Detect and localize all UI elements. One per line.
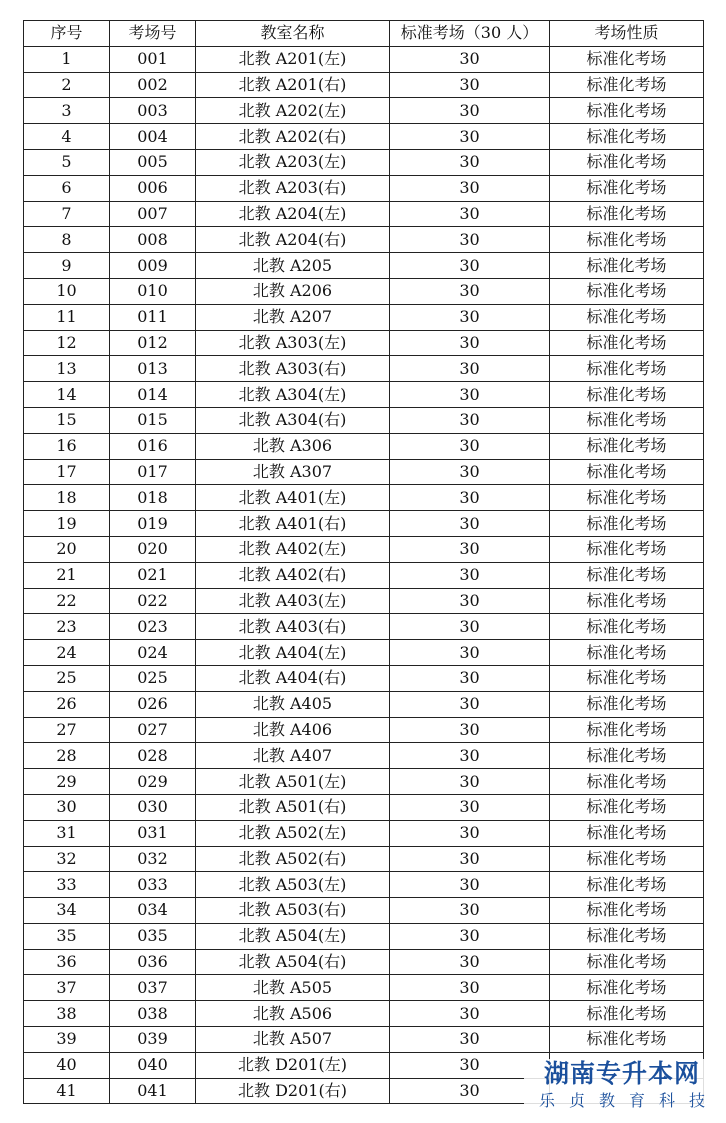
cell-classroom: 北教 D201(右) (196, 1078, 390, 1104)
cell-classroom: 北教 A201(右) (196, 72, 390, 98)
cell-room-type: 标准化考场 (550, 898, 704, 924)
cell-classroom: 北教 A307 (196, 459, 390, 485)
cell-room-no: 036 (110, 949, 196, 975)
cell-capacity: 30 (390, 898, 550, 924)
cell-capacity: 30 (390, 536, 550, 562)
table-row (24, 769, 704, 795)
cell-room-no: 013 (110, 356, 196, 382)
cell-room-type: 标准化考场 (550, 794, 704, 820)
cell-room-no: 040 (110, 1052, 196, 1078)
table-row (24, 175, 704, 201)
cell-seq: 9 (24, 253, 110, 279)
cell-classroom: 北教 A501(左) (196, 769, 390, 795)
table-row (24, 433, 704, 459)
cell-seq: 2 (24, 72, 110, 98)
cell-room-no: 029 (110, 769, 196, 795)
cell-room-type: 标准化考场 (550, 149, 704, 175)
table-row (24, 1027, 704, 1053)
table-row (24, 820, 704, 846)
cell-seq: 11 (24, 304, 110, 330)
cell-seq: 33 (24, 872, 110, 898)
cell-classroom: 北教 A202(左) (196, 98, 390, 124)
cell-classroom: 北教 A503(右) (196, 898, 390, 924)
cell-classroom: 北教 A203(左) (196, 149, 390, 175)
table-row (24, 743, 704, 769)
cell-room-type: 标准化考场 (550, 175, 704, 201)
cell-capacity: 30 (390, 98, 550, 124)
table-row (24, 1001, 704, 1027)
cell-capacity: 30 (390, 949, 550, 975)
cell-capacity: 30 (390, 46, 550, 72)
cell-seq: 41 (24, 1078, 110, 1104)
cell-room-no: 009 (110, 253, 196, 279)
watermark-title: 湖南专升本网 (543, 1059, 700, 1088)
cell-classroom: 北教 A401(左) (196, 485, 390, 511)
cell-capacity: 30 (390, 975, 550, 1001)
cell-seq: 22 (24, 588, 110, 614)
table-row (24, 356, 704, 382)
cell-room-type: 标准化考场 (550, 304, 704, 330)
cell-capacity: 30 (390, 72, 550, 98)
cell-room-no: 017 (110, 459, 196, 485)
cell-classroom: 北教 A404(左) (196, 640, 390, 666)
cell-seq: 16 (24, 433, 110, 459)
cell-classroom: 北教 A506 (196, 1001, 390, 1027)
table-row (24, 201, 704, 227)
cell-room-no: 005 (110, 149, 196, 175)
cell-seq: 28 (24, 743, 110, 769)
table-row (24, 614, 704, 640)
cell-classroom: 北教 A504(右) (196, 949, 390, 975)
cell-seq: 36 (24, 949, 110, 975)
cell-room-type: 标准化考场 (550, 459, 704, 485)
cell-room-type: 标准化考场 (550, 433, 704, 459)
cell-capacity: 30 (390, 872, 550, 898)
cell-capacity: 30 (390, 665, 550, 691)
cell-room-no: 023 (110, 614, 196, 640)
cell-room-no: 037 (110, 975, 196, 1001)
cell-classroom: 北教 A401(右) (196, 511, 390, 537)
header-capacity: 标准考场（30 人） (390, 21, 550, 47)
cell-capacity: 30 (390, 691, 550, 717)
cell-classroom: 北教 A201(左) (196, 46, 390, 72)
cell-classroom: 北教 A502(左) (196, 820, 390, 846)
table-row (24, 124, 704, 150)
cell-seq: 17 (24, 459, 110, 485)
cell-room-no: 015 (110, 407, 196, 433)
cell-room-no: 011 (110, 304, 196, 330)
cell-classroom: 北教 A405 (196, 691, 390, 717)
table-row (24, 975, 704, 1001)
cell-classroom: 北教 A304(左) (196, 382, 390, 408)
site-watermark-logo (524, 1059, 720, 1117)
cell-room-no: 032 (110, 846, 196, 872)
cell-seq: 20 (24, 536, 110, 562)
cell-capacity: 30 (390, 278, 550, 304)
table-row (24, 536, 704, 562)
cell-room-no: 033 (110, 872, 196, 898)
cell-room-type: 标准化考场 (550, 382, 704, 408)
cell-room-type: 标准化考场 (550, 536, 704, 562)
cell-seq: 25 (24, 665, 110, 691)
cell-capacity: 30 (390, 1027, 550, 1053)
cell-seq: 4 (24, 124, 110, 150)
cell-classroom: 北教 A303(左) (196, 330, 390, 356)
cell-classroom: 北教 A403(右) (196, 614, 390, 640)
table-row (24, 562, 704, 588)
cell-capacity: 30 (390, 382, 550, 408)
cell-seq: 8 (24, 227, 110, 253)
cell-room-no: 024 (110, 640, 196, 666)
table-row (24, 46, 704, 72)
cell-classroom: 北教 A202(右) (196, 124, 390, 150)
cell-room-no: 002 (110, 72, 196, 98)
cell-capacity: 30 (390, 124, 550, 150)
table-row (24, 717, 704, 743)
cell-seq: 24 (24, 640, 110, 666)
cell-seq: 7 (24, 201, 110, 227)
table-row (24, 588, 704, 614)
cell-seq: 40 (24, 1052, 110, 1078)
cell-capacity: 30 (390, 794, 550, 820)
cell-room-type: 标准化考场 (550, 562, 704, 588)
cell-room-type: 标准化考场 (550, 949, 704, 975)
cell-room-no: 038 (110, 1001, 196, 1027)
cell-seq: 10 (24, 278, 110, 304)
cell-seq: 39 (24, 1027, 110, 1053)
cell-classroom: 北教 A403(左) (196, 588, 390, 614)
cell-room-no: 021 (110, 562, 196, 588)
cell-room-no: 010 (110, 278, 196, 304)
cell-room-no: 020 (110, 536, 196, 562)
cell-room-type: 标准化考场 (550, 975, 704, 1001)
table-row (24, 330, 704, 356)
cell-capacity: 30 (390, 846, 550, 872)
cell-room-type: 标准化考场 (550, 1001, 704, 1027)
cell-room-no: 014 (110, 382, 196, 408)
table-row (24, 923, 704, 949)
cell-seq: 12 (24, 330, 110, 356)
cell-seq: 32 (24, 846, 110, 872)
cell-classroom: 北教 A505 (196, 975, 390, 1001)
cell-seq: 38 (24, 1001, 110, 1027)
cell-seq: 37 (24, 975, 110, 1001)
cell-room-no: 026 (110, 691, 196, 717)
cell-capacity: 30 (390, 330, 550, 356)
cell-capacity: 30 (390, 717, 550, 743)
cell-classroom: 北教 A404(右) (196, 665, 390, 691)
cell-seq: 27 (24, 717, 110, 743)
cell-room-type: 标准化考场 (550, 820, 704, 846)
table-row (24, 846, 704, 872)
cell-classroom: 北教 A206 (196, 278, 390, 304)
cell-seq: 34 (24, 898, 110, 924)
cell-room-type: 标准化考场 (550, 614, 704, 640)
cell-room-type: 标准化考场 (550, 665, 704, 691)
cell-room-type: 标准化考场 (550, 1027, 704, 1053)
cell-capacity: 30 (390, 769, 550, 795)
table-row (24, 511, 704, 537)
table-row (24, 949, 704, 975)
cell-capacity: 30 (390, 614, 550, 640)
table-row (24, 227, 704, 253)
cell-capacity: 30 (390, 356, 550, 382)
cell-room-type: 标准化考场 (550, 846, 704, 872)
cell-room-type: 标准化考场 (550, 717, 704, 743)
cell-room-no: 006 (110, 175, 196, 201)
cell-room-no: 019 (110, 511, 196, 537)
header-classroom: 教室名称 (196, 21, 390, 47)
cell-capacity: 30 (390, 1052, 550, 1078)
table-row (24, 898, 704, 924)
table-body (24, 46, 704, 1104)
cell-room-type: 标准化考场 (550, 511, 704, 537)
cell-seq: 29 (24, 769, 110, 795)
cell-room-type: 标准化考场 (550, 46, 704, 72)
cell-seq: 31 (24, 820, 110, 846)
table-row (24, 794, 704, 820)
cell-classroom: 北教 A303(右) (196, 356, 390, 382)
header-room-no: 考场号 (110, 21, 196, 47)
cell-seq: 3 (24, 98, 110, 124)
table-row (24, 253, 704, 279)
cell-room-type: 标准化考场 (550, 98, 704, 124)
cell-capacity: 30 (390, 175, 550, 201)
cell-room-no: 003 (110, 98, 196, 124)
table-row (24, 382, 704, 408)
cell-seq: 13 (24, 356, 110, 382)
cell-capacity: 30 (390, 304, 550, 330)
cell-room-no: 016 (110, 433, 196, 459)
cell-room-no: 031 (110, 820, 196, 846)
table-row (24, 872, 704, 898)
cell-room-type: 标准化考场 (550, 872, 704, 898)
cell-seq: 35 (24, 923, 110, 949)
cell-capacity: 30 (390, 743, 550, 769)
cell-classroom: 北教 A503(左) (196, 872, 390, 898)
table-row (24, 640, 704, 666)
cell-capacity: 30 (390, 485, 550, 511)
table-row (24, 278, 704, 304)
cell-room-type: 标准化考场 (550, 227, 704, 253)
cell-capacity: 30 (390, 253, 550, 279)
cell-capacity: 30 (390, 459, 550, 485)
cell-room-no: 035 (110, 923, 196, 949)
cell-classroom: 北教 A504(左) (196, 923, 390, 949)
cell-room-type: 标准化考场 (550, 356, 704, 382)
cell-seq: 6 (24, 175, 110, 201)
cell-seq: 14 (24, 382, 110, 408)
cell-capacity: 30 (390, 1078, 550, 1104)
cell-room-type: 标准化考场 (550, 330, 704, 356)
cell-capacity: 30 (390, 201, 550, 227)
cell-room-type: 标准化考场 (550, 124, 704, 150)
cell-room-type: 标准化考场 (550, 769, 704, 795)
cell-classroom: 北教 A507 (196, 1027, 390, 1053)
cell-room-no: 022 (110, 588, 196, 614)
cell-classroom: 北教 A407 (196, 743, 390, 769)
cell-classroom: 北教 A406 (196, 717, 390, 743)
cell-capacity: 30 (390, 227, 550, 253)
cell-classroom: 北教 A205 (196, 253, 390, 279)
cell-room-no: 007 (110, 201, 196, 227)
cell-room-type: 标准化考场 (550, 923, 704, 949)
cell-capacity: 30 (390, 640, 550, 666)
cell-classroom: 北教 A402(左) (196, 536, 390, 562)
cell-seq: 30 (24, 794, 110, 820)
cell-room-no: 004 (110, 124, 196, 150)
cell-room-no: 028 (110, 743, 196, 769)
cell-classroom: 北教 D201(左) (196, 1052, 390, 1078)
cell-room-no: 008 (110, 227, 196, 253)
cell-classroom: 北教 A501(右) (196, 794, 390, 820)
cell-room-no: 034 (110, 898, 196, 924)
cell-room-no: 030 (110, 794, 196, 820)
cell-room-type: 标准化考场 (550, 201, 704, 227)
cell-seq: 18 (24, 485, 110, 511)
cell-room-type: 标准化考场 (550, 743, 704, 769)
table-row (24, 72, 704, 98)
cell-seq: 26 (24, 691, 110, 717)
cell-room-no: 027 (110, 717, 196, 743)
cell-classroom: 北教 A203(右) (196, 175, 390, 201)
header-room-type: 考场性质 (550, 21, 704, 47)
cell-classroom: 北教 A502(右) (196, 846, 390, 872)
cell-capacity: 30 (390, 923, 550, 949)
table-row (24, 691, 704, 717)
cell-capacity: 30 (390, 1001, 550, 1027)
cell-capacity: 30 (390, 820, 550, 846)
cell-capacity: 30 (390, 511, 550, 537)
cell-capacity: 30 (390, 562, 550, 588)
cell-classroom: 北教 A304(右) (196, 407, 390, 433)
cell-room-type: 标准化考场 (550, 640, 704, 666)
cell-room-type: 标准化考场 (550, 691, 704, 717)
cell-classroom: 北教 A204(左) (196, 201, 390, 227)
table-row (24, 98, 704, 124)
cell-seq: 15 (24, 407, 110, 433)
table-row (24, 485, 704, 511)
watermark-subtitle: 乐贞教育科技 (538, 1091, 719, 1110)
exam-room-table (23, 20, 704, 1104)
cell-seq: 21 (24, 562, 110, 588)
cell-room-type: 标准化考场 (550, 485, 704, 511)
cell-capacity: 30 (390, 588, 550, 614)
cell-room-no: 025 (110, 665, 196, 691)
cell-room-type: 标准化考场 (550, 588, 704, 614)
cell-seq: 5 (24, 149, 110, 175)
cell-room-type: 标准化考场 (550, 72, 704, 98)
table-row (24, 459, 704, 485)
cell-room-no: 012 (110, 330, 196, 356)
table-row (24, 304, 704, 330)
cell-room-type: 标准化考场 (550, 278, 704, 304)
cell-classroom: 北教 A204(右) (196, 227, 390, 253)
cell-seq: 1 (24, 46, 110, 72)
cell-room-no: 001 (110, 46, 196, 72)
cell-seq: 19 (24, 511, 110, 537)
cell-capacity: 30 (390, 433, 550, 459)
table-row (24, 149, 704, 175)
cell-room-no: 018 (110, 485, 196, 511)
table-header-row (24, 21, 704, 47)
cell-room-type: 标准化考场 (550, 253, 704, 279)
cell-classroom: 北教 A402(右) (196, 562, 390, 588)
cell-classroom: 北教 A306 (196, 433, 390, 459)
table-row (24, 665, 704, 691)
table-row (24, 407, 704, 433)
cell-capacity: 30 (390, 149, 550, 175)
cell-room-no: 039 (110, 1027, 196, 1053)
cell-seq: 23 (24, 614, 110, 640)
cell-capacity: 30 (390, 407, 550, 433)
cell-room-no: 041 (110, 1078, 196, 1104)
cell-room-type: 标准化考场 (550, 407, 704, 433)
header-seq: 序号 (24, 21, 110, 47)
cell-classroom: 北教 A207 (196, 304, 390, 330)
